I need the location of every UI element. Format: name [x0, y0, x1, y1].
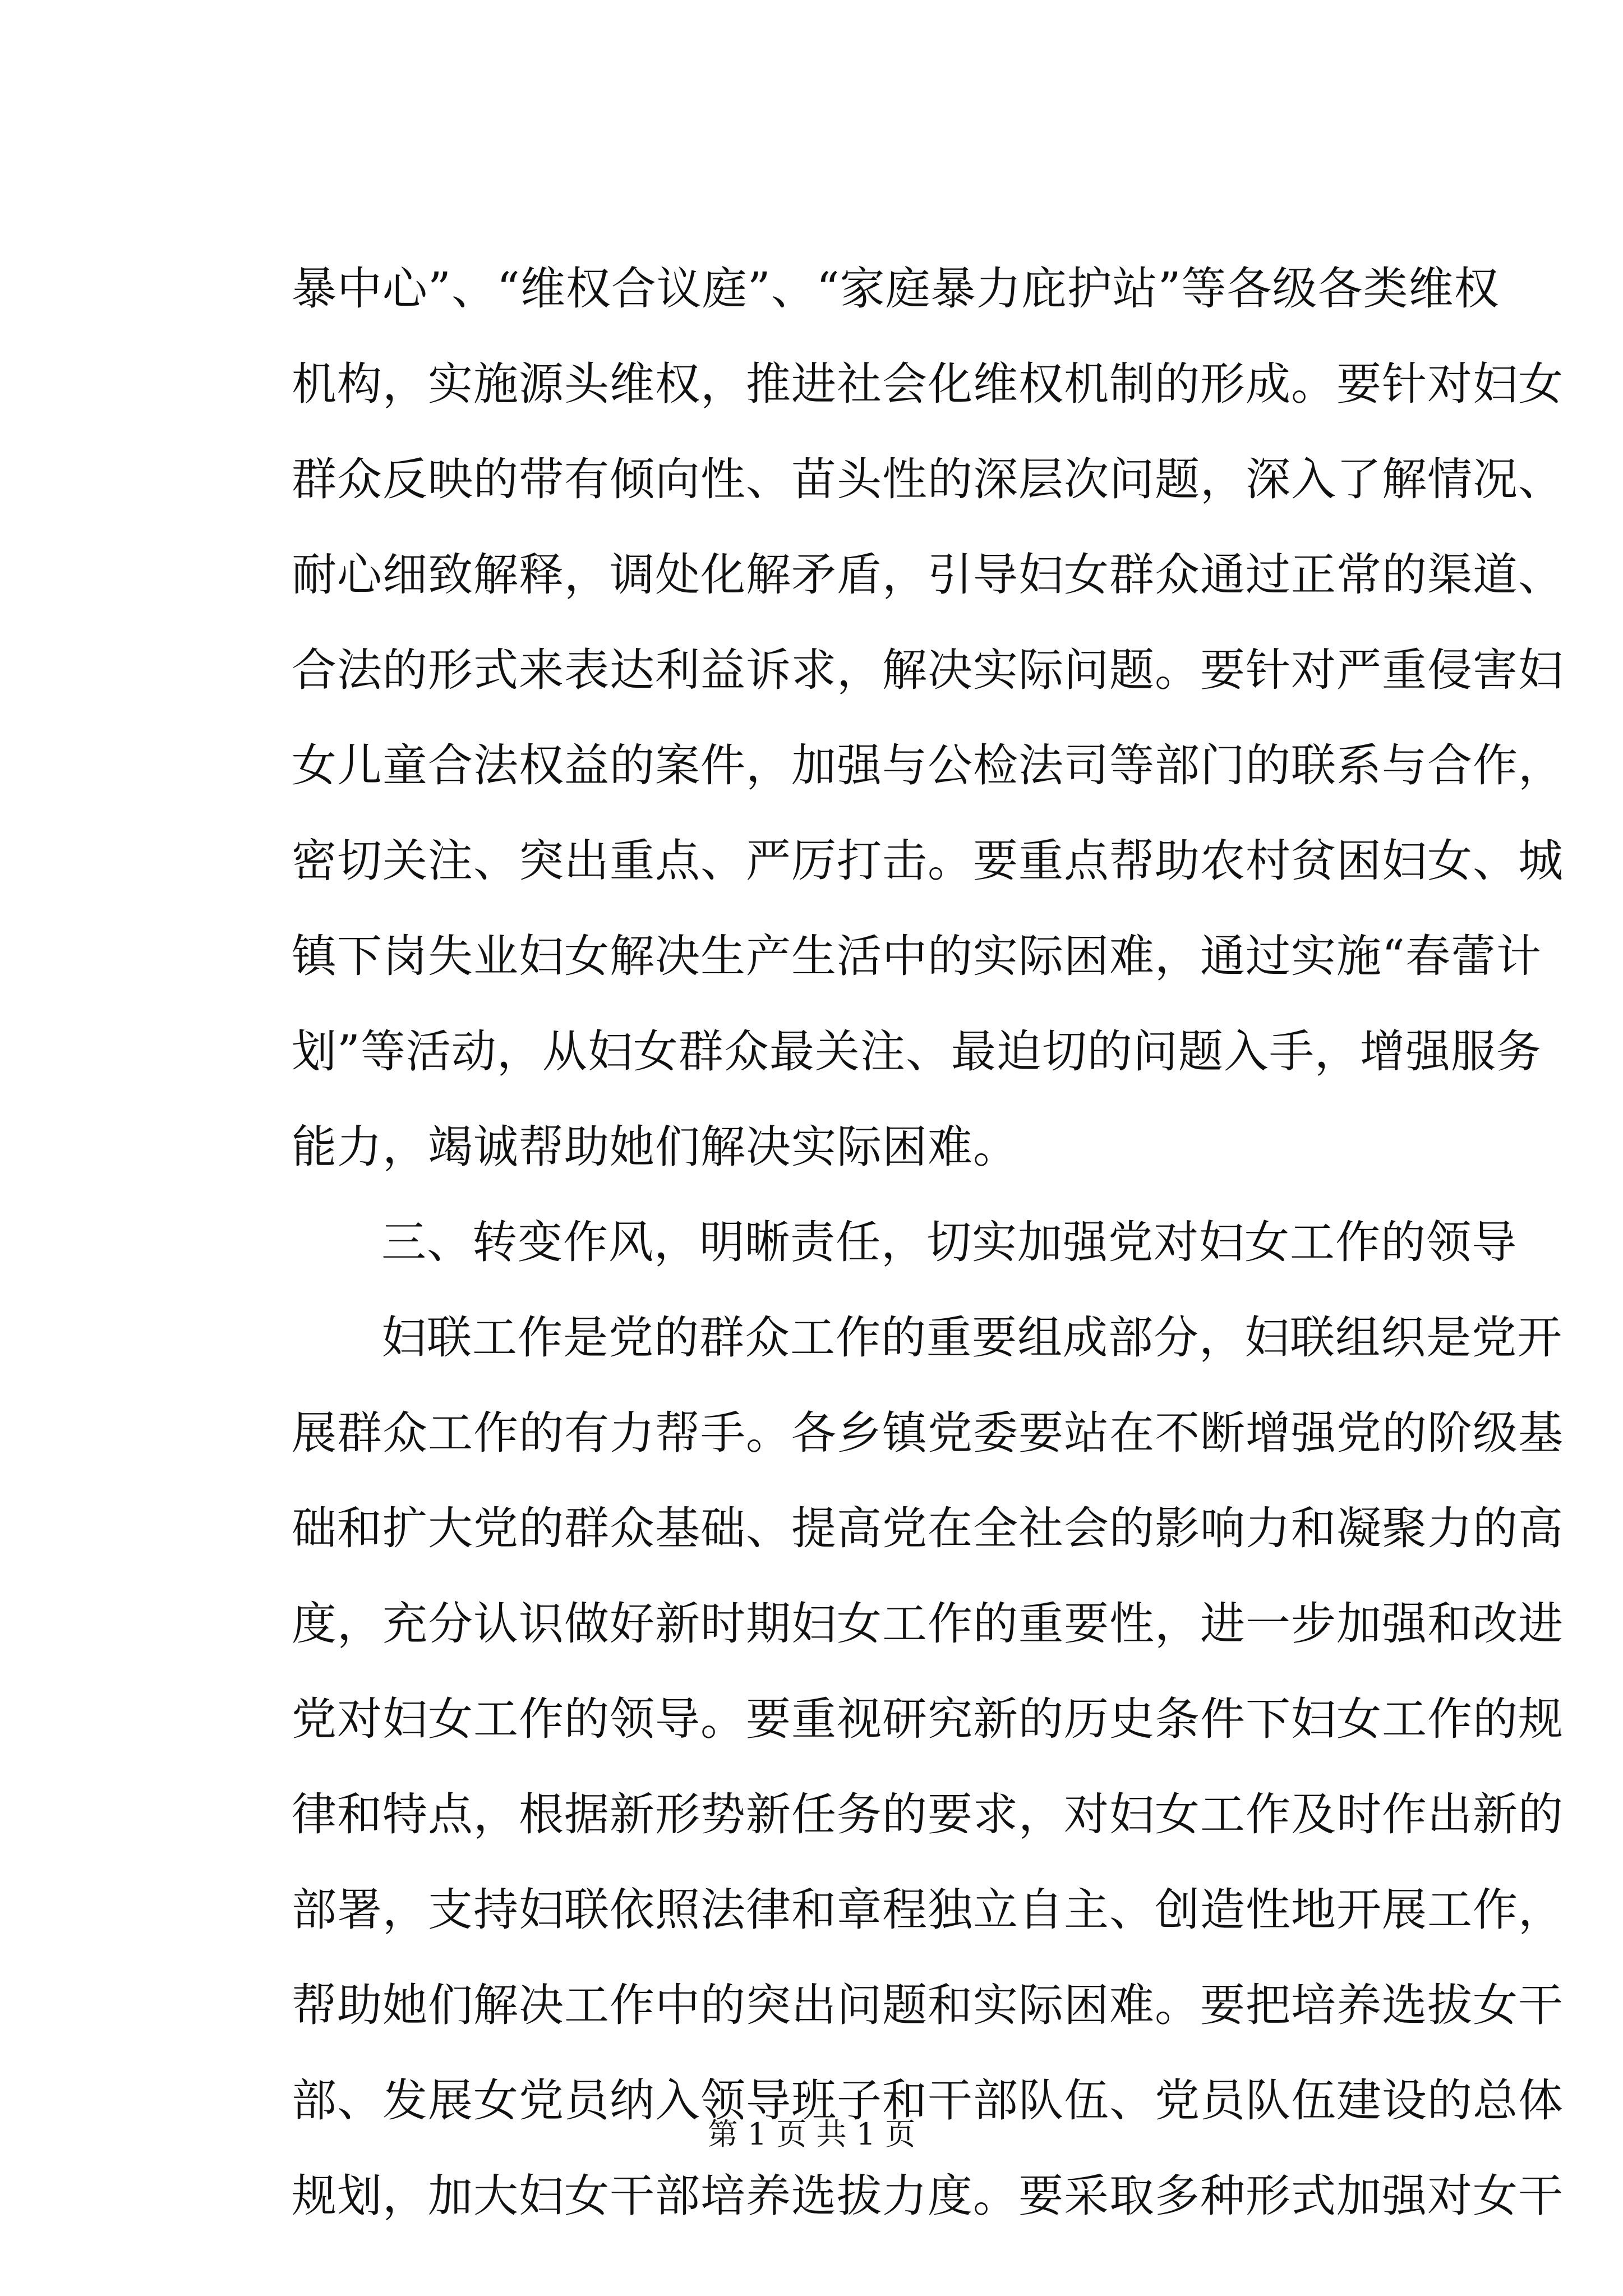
paragraph-first-line: 妇联工作是党的群众工作的重要组成部分，妇联组织是党开 [381, 1312, 1562, 1364]
text-line: 规划，加大妇女干部培养选拔力度。要采取多种形式加强对女干 [292, 2170, 1564, 2222]
text-line: 展群众工作的有力帮手。各乡镇党委要站在不断增强党的阶级基 [292, 1407, 1564, 1459]
text-line: 暴中心”、“维权合议庭”、“家庭暴力庇护站”等各级各类维权 [292, 263, 1500, 315]
text-line: 部署，支持妇联依照法律和章程独立自主、创造性地开展工作， [292, 1884, 1564, 1936]
text-line: 党对妇女工作的领导。要重视研究新的历史条件下妇女工作的规 [292, 1693, 1564, 1745]
text-line: 合法的形式来表达利益诉求，解决实际问题。要针对严重侵害妇 [292, 644, 1564, 696]
page-footer: 第 1 页 共 1 页 [707, 2116, 916, 2152]
text-line: 女儿童合法权益的案件，加强与公检法司等部门的联系与合作， [292, 739, 1564, 792]
section-heading: 三、转变作风，明晰责任，切实加强党对妇女工作的领导 [381, 1216, 1517, 1268]
text-line: 帮助她们解决工作中的突出问题和实际困难。要把培养选拔女干 [292, 1979, 1564, 2031]
text-line: 群众反映的带有倾向性、苗头性的深层次问题，深入了解情况、 [292, 453, 1564, 505]
text-line: 划”等活动，从妇女群众最关注、最迫切的问题入手，增强服务 [292, 1025, 1542, 1078]
text-line: 镇下岗失业妇女解决生产生活中的实际困难，通过实施“春蕾计 [292, 930, 1542, 982]
text-line: 础和扩大党的群众基础、提高党在全社会的影响力和凝聚力的高 [292, 1502, 1564, 1554]
text-line: 耐心细致解释，调处化解矛盾，引导妇女群众通过正常的渠道、 [292, 549, 1564, 601]
text-line: 度，充分认识做好新时期妇女工作的重要性，进一步加强和改进 [292, 1598, 1564, 1650]
text-line: 部、发展女党员纳入领导班子和干部队伍、党员队伍建设的总体 [292, 2074, 1564, 2127]
paragraph-end-line: 能力，竭诚帮助她们解决实际困难。 [292, 1121, 1018, 1173]
text-line: 密切关注、突出重点、严厉打击。要重点帮助农村贫困妇女、城 [292, 835, 1564, 887]
text-line: 律和特点，根据新形势新任务的要求，对妇女工作及时作出新的 [292, 1788, 1564, 1841]
document-body [292, 241, 1564, 2244]
text-line: 机构，实施源头维权，推进社会化维权机制的形成。要针对妇女 [292, 358, 1564, 410]
